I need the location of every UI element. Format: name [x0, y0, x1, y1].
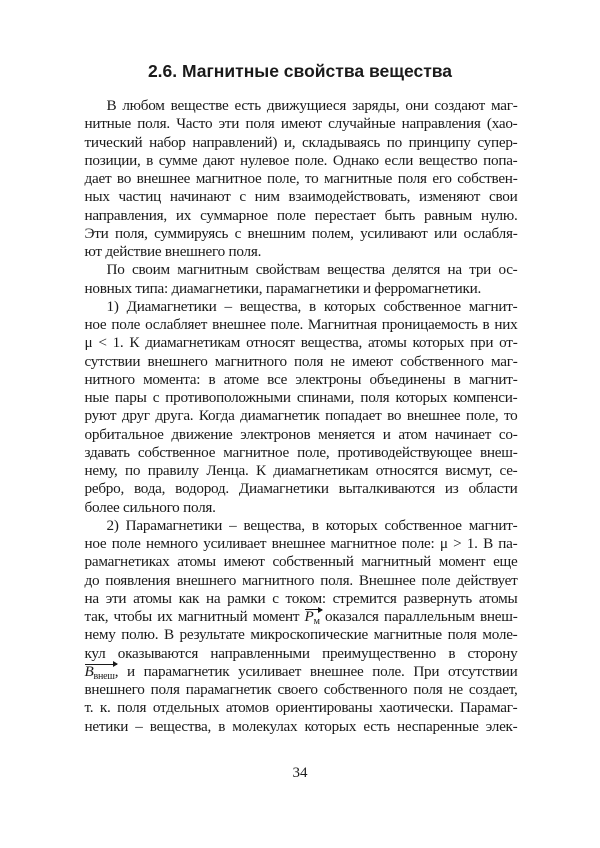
- text-line: ное поле немного усиливает внешнее магнитное поле: μ > 1. В па-: [84, 535, 518, 552]
- text-line: ют действие внешнего поля.: [84, 243, 262, 260]
- paragraph: [85, 97, 518, 261]
- text-line: так, чтобы их магнитный момент $P_м$ оказался параллельным внеш-: [84, 608, 518, 627]
- text-line: здавать собственное магнитное поле, противодействующее внеш-: [84, 443, 518, 461]
- paragraph: [85, 298, 518, 517]
- text-line: до появления внешнего магнитного поля. Внешнее поле действует: [84, 571, 518, 589]
- vector-symbol: $P_м$: [304, 608, 320, 627]
- text-line: 2) Парамагнетики – вещества, в которых собственное магнит-: [106, 516, 518, 534]
- body-text: [85, 97, 518, 736]
- text-line: сутствии внешнего магнитного поля не имеют собственного маг-: [84, 352, 518, 370]
- text-line: В любом веществе есть движущиеся заряды, они создают маг-: [106, 97, 518, 114]
- text-line: ные пары с противоположными спинами, поля которых компенси-: [84, 389, 518, 406]
- text-line: позиции, в сумме дают нулевое поле. Однако если вещество попа-: [84, 151, 518, 169]
- text-line: $B_{внеш}$, и парамагнетик усиливает внешнее поле. При отсутствии: [84, 662, 518, 682]
- text-line: т. к. поля отдельных атомов ориентированы хаотически. Парамаг-: [84, 699, 518, 717]
- text-line: нему, по правилу Ленца. К диамагнетикам относятся висмут, се-: [84, 462, 518, 479]
- text-line: тический набор направлений) и, складываясь по принципу супер-: [84, 133, 518, 151]
- text-line: ребро, вода, водород. Диамагнетики выталкиваются из области: [84, 480, 518, 498]
- text-line: нитные поля. Часто эти поля имеют случайные направления (хао-: [84, 115, 518, 133]
- text-line: рамагнетиках атомы имеют собственный магнитный момент еще: [84, 553, 518, 571]
- paragraph: [85, 261, 518, 298]
- text-line: более сильного поля.: [84, 498, 216, 516]
- text-line: дает во внешнее магнитное поле, то магнитные поля его собствен-: [84, 170, 518, 187]
- text-line: По своим магнитным свойствам вещества делятся на три ос-: [106, 261, 518, 279]
- text-line: μ < 1. К диамагнетикам относят вещества, атомы которых при от-: [84, 334, 518, 352]
- text-line: направления, их суммарное поле перестает быть равным нулю.: [84, 206, 518, 224]
- text-line: орбитальное движение электронов меняется и атом начинает со-: [84, 425, 518, 443]
- text-line: внешнего поля парамагнетик своего собственного поля не создает,: [84, 681, 518, 698]
- subscript: внеш: [93, 670, 115, 682]
- text-line: нетики – вещества, в молекулах которых есть неспаренные элек-: [84, 717, 518, 735]
- text-line: ное поле ослабляет внешнее поле. Магнитная проницаемость в них: [84, 316, 518, 333]
- text-line: на эти атомы как на рамки с током: стремится развернуть атомы: [84, 589, 518, 607]
- subscript: м: [313, 616, 320, 627]
- page-number: 34: [292, 764, 308, 781]
- text-line: 1) Диамагнетики – вещества, в которых собственное магнит-: [106, 297, 518, 315]
- section-title: 2.6. Магнитные свойства вещества: [147, 61, 453, 81]
- text-line: нитного момента: в атоме все электроны объединены в магнит-: [84, 370, 518, 388]
- text-line: кул оказываются направленными преимущественно в сторону: [84, 644, 518, 662]
- text-line: нему полю. В результате микроскопические магнитные поля моле-: [84, 626, 518, 644]
- text-line: ных частиц начинают с ним взаимодействовать, изменяют свои: [84, 188, 518, 206]
- vector-symbol: $B_{внеш}$: [84, 662, 115, 682]
- vector-arrow-icon: [85, 664, 117, 665]
- text-line: руют друг друга. Когда диамагнетик попадает во внешнее поле, то: [84, 407, 518, 425]
- text-line: новных типа: диамагнетики, парамагнетики и ферромагнетики.: [84, 279, 482, 297]
- text-line: Эти поля, суммируясь с внешним полем, усиливают или ослабля-: [84, 224, 518, 242]
- paragraph: [85, 517, 518, 736]
- vector-arrow-icon: [305, 609, 322, 610]
